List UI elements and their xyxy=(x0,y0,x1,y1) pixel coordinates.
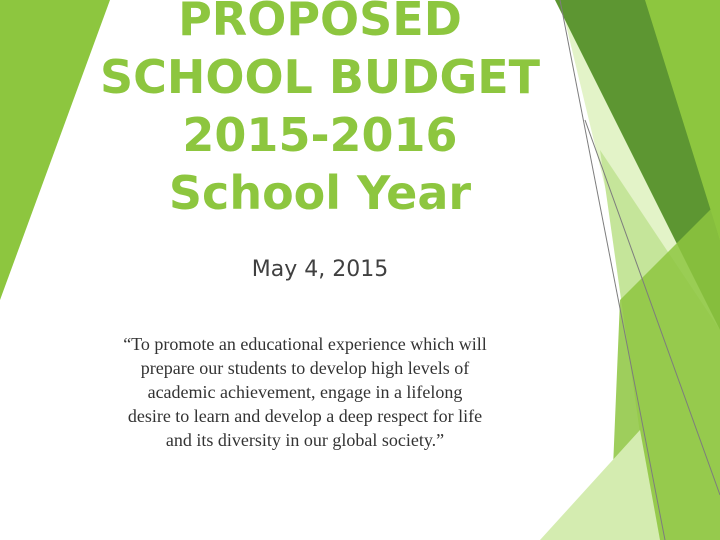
quote-line: and its diversity in our global society.” xyxy=(165,430,445,450)
slide-title xyxy=(60,0,580,222)
quote-line: desire to learn and develop a deep respect for life xyxy=(127,406,483,426)
mission-quote xyxy=(90,332,520,452)
quote-line: academic achievement, engage in a lifelong xyxy=(147,382,463,402)
bottom-pale-shard xyxy=(540,430,660,540)
title-line: PROPOSED xyxy=(178,0,462,46)
title-line: 2015-2016 xyxy=(182,108,458,162)
presentation-date: May 4, 2015 xyxy=(251,257,389,282)
title-line: SCHOOL BUDGET xyxy=(99,50,541,104)
quote-line: “To promote an educational experience which will xyxy=(123,334,487,354)
quote-line: prepare our students to develop high levels of xyxy=(140,358,470,378)
title-line: School Year xyxy=(168,166,472,220)
